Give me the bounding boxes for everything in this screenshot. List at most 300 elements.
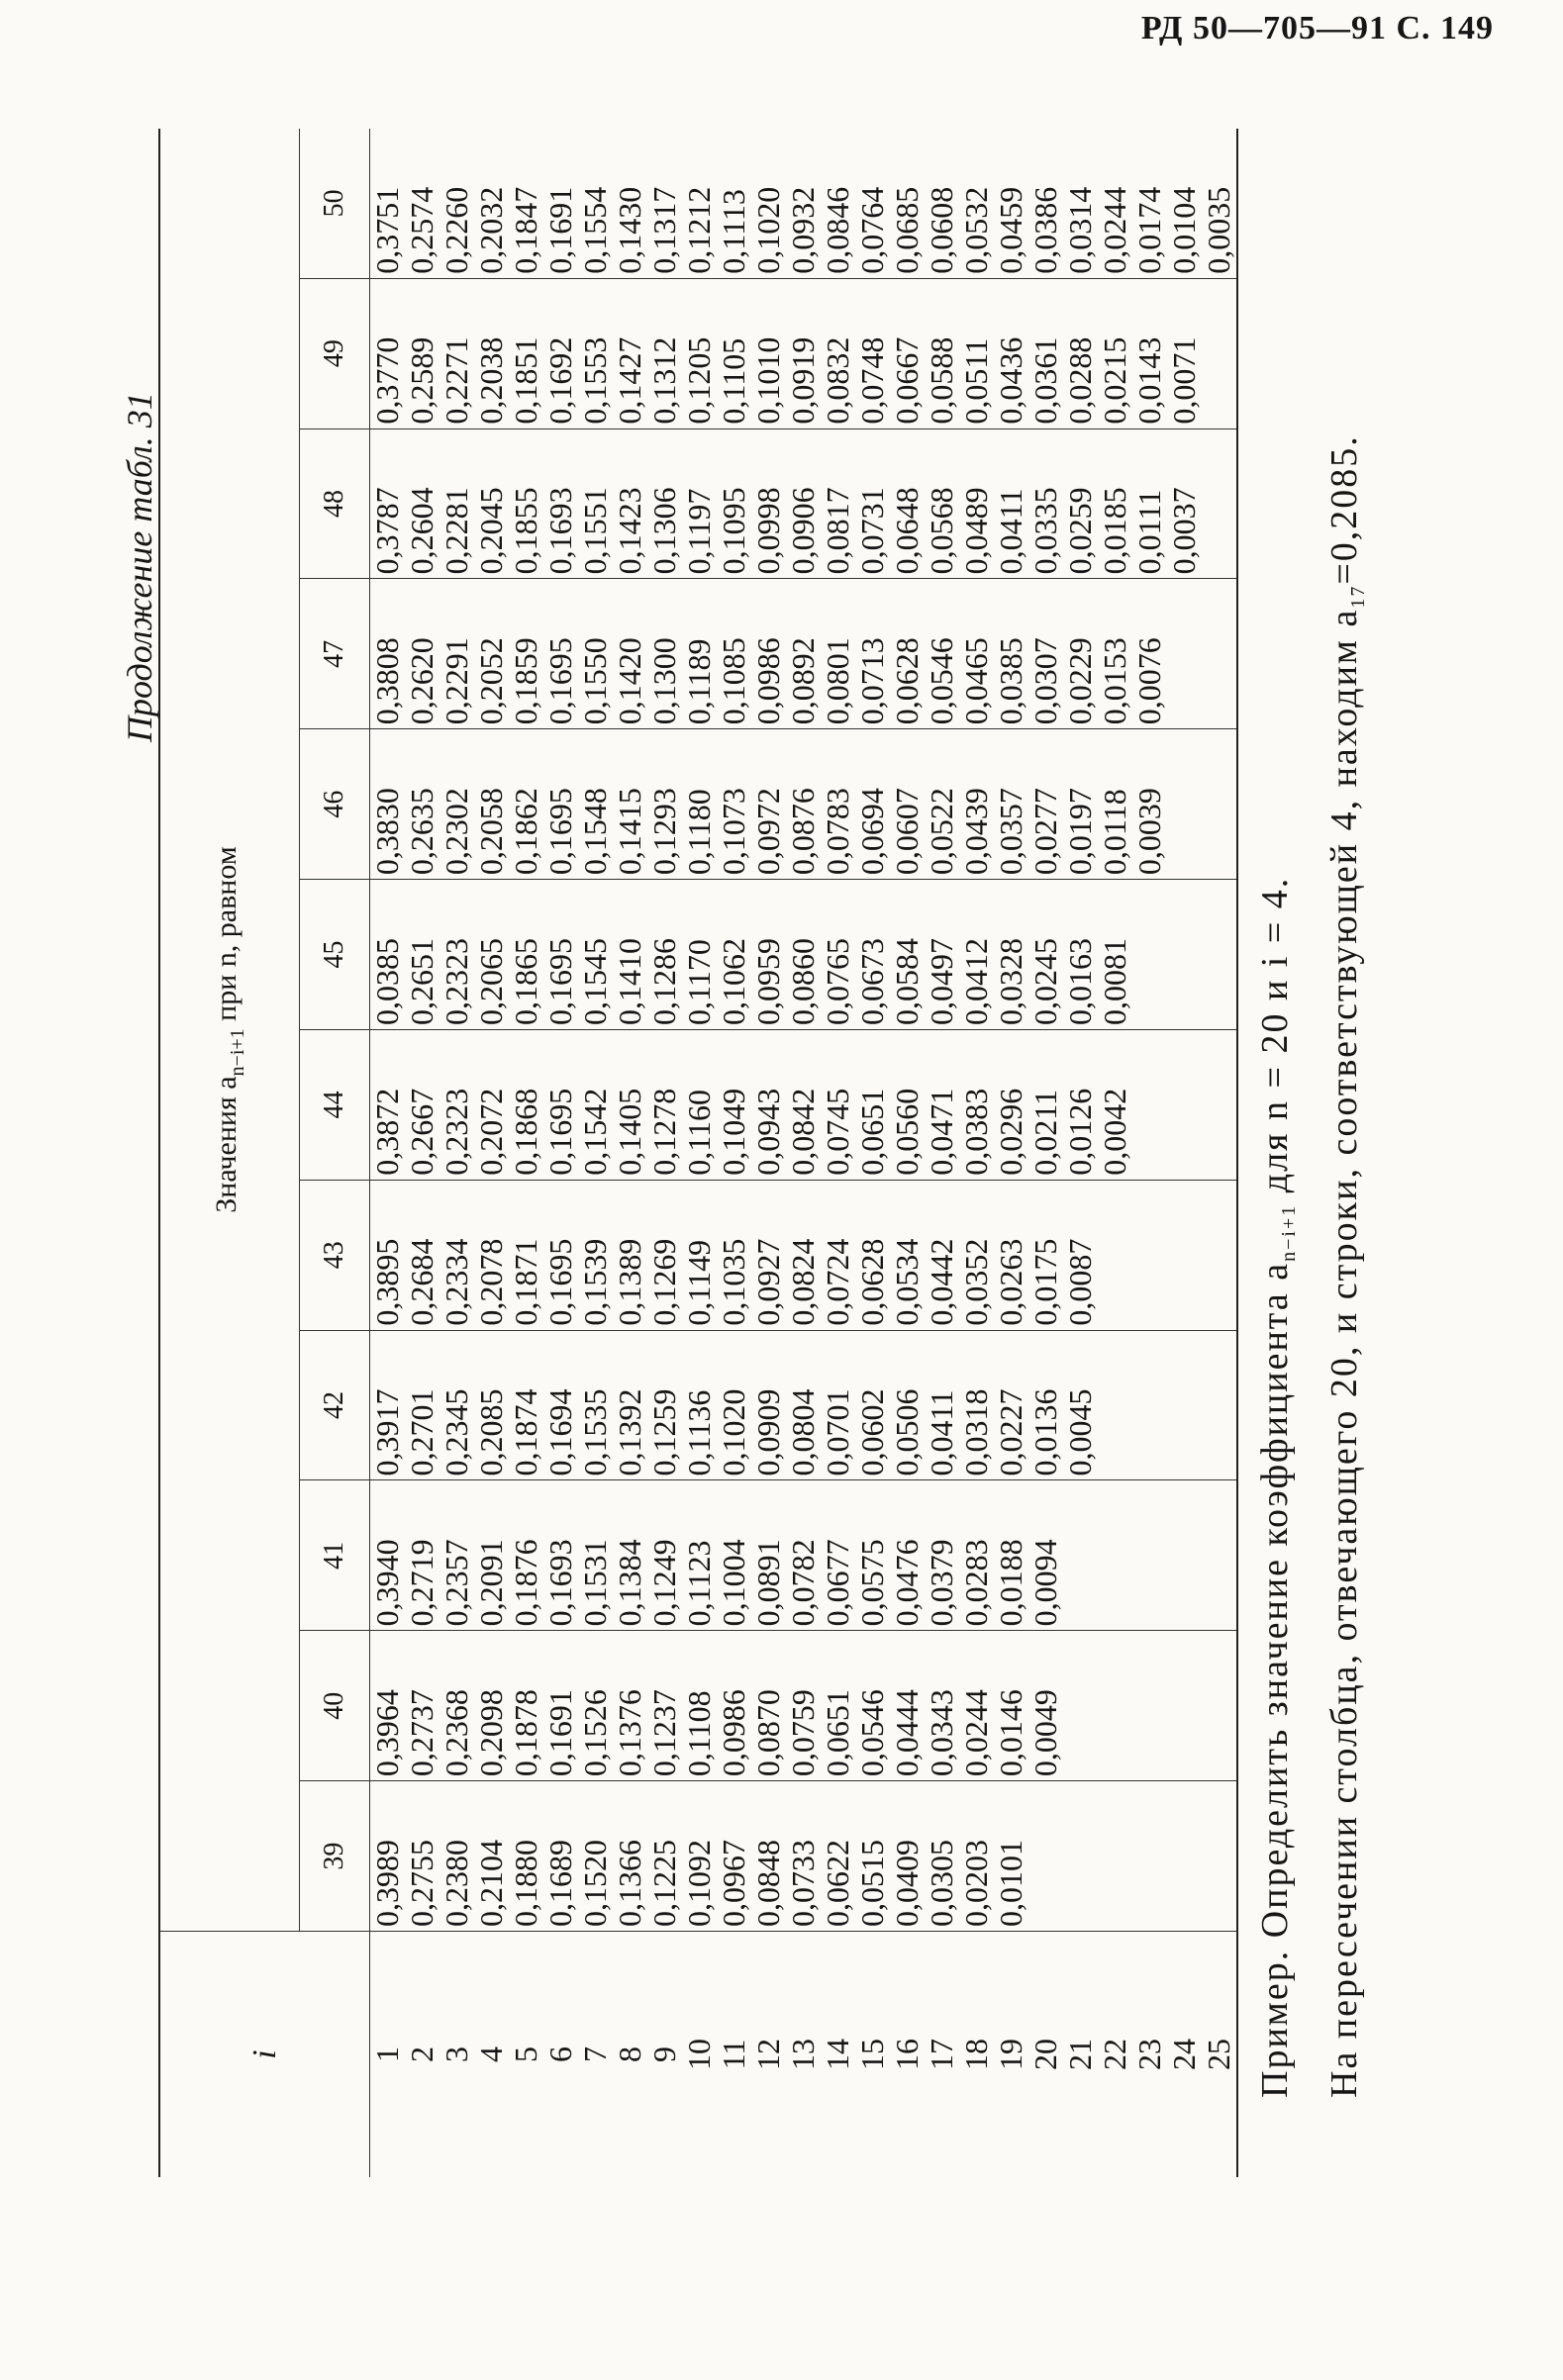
table-cell: 0,0385 bbox=[993, 637, 1028, 725]
i-value: 9 bbox=[646, 2047, 682, 2062]
table-cell: 0,2604 bbox=[404, 487, 440, 575]
table-cell: 0,1874 bbox=[508, 1388, 543, 1476]
i-value: 5 bbox=[508, 2047, 543, 2062]
table-cell: 0,0782 bbox=[785, 1539, 821, 1627]
table-cell: 0,2334 bbox=[439, 1238, 474, 1326]
table-cell: 0,2368 bbox=[439, 1689, 474, 1777]
table-cell: 0,1880 bbox=[508, 1840, 543, 1927]
table-cell: 0,1545 bbox=[577, 937, 613, 1025]
table-cell: 0,0411 bbox=[924, 1389, 959, 1476]
table-cell: 0,2104 bbox=[473, 1840, 509, 1927]
table-cell: 0,0876 bbox=[785, 788, 821, 876]
value-column-n50 bbox=[370, 129, 1238, 278]
table-cell: 0,1092 bbox=[681, 1840, 717, 1927]
i-value: 8 bbox=[612, 2047, 647, 2062]
table-cell: 0,0305 bbox=[924, 1840, 959, 1927]
table-cell: 0,0848 bbox=[750, 1840, 786, 1927]
table-cell: 0,0745 bbox=[820, 1088, 855, 1176]
table-cell: 0,0515 bbox=[854, 1840, 890, 1927]
table-cell: 0,1035 bbox=[716, 1238, 751, 1326]
table-cell: 0,0511 bbox=[958, 337, 994, 425]
table-cell: 0,0846 bbox=[820, 186, 855, 274]
table-cell: 0,3770 bbox=[369, 336, 405, 425]
i-value: 1 bbox=[369, 2047, 405, 2062]
table-cell: 0,0465 bbox=[958, 637, 994, 725]
table-cell: 0,1180 bbox=[681, 789, 717, 876]
table-body-row bbox=[370, 129, 1238, 2177]
row-header-i: i bbox=[159, 1932, 370, 2178]
table-cell: 0,2045 bbox=[473, 487, 509, 575]
i-value: 2 bbox=[404, 2047, 440, 2062]
table-cell: 0,1420 bbox=[612, 637, 647, 725]
table-cell: 0,0037 bbox=[1166, 487, 1202, 575]
table-cell: 0,1693 bbox=[542, 1539, 578, 1627]
table-cell: 0,0153 bbox=[1097, 637, 1132, 725]
table-cell: 0,1423 bbox=[612, 487, 647, 575]
table-cell: 0,0146 bbox=[993, 1689, 1028, 1777]
table-cell: 0,1004 bbox=[716, 1539, 751, 1627]
table-cell: 0,2620 bbox=[404, 637, 440, 725]
table-cell: 0,1293 bbox=[646, 788, 682, 876]
table-cell: 0,0296 bbox=[993, 1088, 1028, 1176]
table-cell: 0,3872 bbox=[369, 1088, 405, 1176]
table-cell: 0,0607 bbox=[889, 788, 925, 876]
table-cell: 0,0386 bbox=[1027, 186, 1063, 274]
i-value: 24 bbox=[1166, 2039, 1202, 2070]
table-cell: 0,0045 bbox=[1062, 1388, 1098, 1476]
value-column-n42 bbox=[370, 1330, 1238, 1480]
table-cell: 0,1855 bbox=[508, 487, 543, 575]
table-cell: 0,2052 bbox=[473, 637, 509, 725]
table-cell: 0,2755 bbox=[404, 1840, 440, 1927]
table-cell: 0,0685 bbox=[889, 186, 925, 274]
table-cell: 0,1862 bbox=[508, 788, 543, 876]
i-column bbox=[370, 1932, 1238, 2178]
table-cell: 0,0126 bbox=[1062, 1088, 1098, 1176]
table-cell: 0,1225 bbox=[646, 1840, 682, 1927]
table-cell: 0,0919 bbox=[785, 336, 821, 425]
n-header-44: 44 bbox=[300, 1029, 370, 1180]
table-cell: 0,0602 bbox=[854, 1388, 890, 1476]
i-value: 6 bbox=[542, 2047, 578, 2062]
table-cell: 0,0361 bbox=[1027, 336, 1063, 425]
table-cell: 0,1526 bbox=[577, 1689, 613, 1777]
table-cell: 0,2380 bbox=[439, 1840, 474, 1927]
table-cell: 0,0892 bbox=[785, 637, 821, 725]
value-column-n40 bbox=[370, 1631, 1238, 1781]
table-cell: 0,2357 bbox=[439, 1539, 474, 1627]
table-cell: 0,1384 bbox=[612, 1539, 647, 1627]
n-header-41: 41 bbox=[300, 1480, 370, 1631]
table-cell: 0,1259 bbox=[646, 1388, 682, 1476]
table-cell: 0,0534 bbox=[889, 1238, 925, 1326]
continuation-label: Продолжение табл. 31 bbox=[120, 392, 159, 742]
table-cell: 0,0442 bbox=[924, 1238, 959, 1326]
table-cell: 0,0476 bbox=[889, 1539, 925, 1627]
table-cell: 0,1237 bbox=[646, 1689, 682, 1777]
table-cell: 0,1136 bbox=[681, 1389, 717, 1476]
table-cell: 0,2589 bbox=[404, 336, 440, 425]
table-cell: 0,1105 bbox=[716, 337, 751, 425]
table-cell: 0,0622 bbox=[820, 1840, 855, 1927]
table-cell: 0,0444 bbox=[889, 1689, 925, 1777]
n-header-49: 49 bbox=[300, 278, 370, 428]
i-value: 23 bbox=[1131, 2039, 1167, 2070]
table-cell: 0,0245 bbox=[1027, 937, 1063, 1025]
table-cell: 0,1123 bbox=[681, 1540, 717, 1627]
table-cell: 0,0174 bbox=[1131, 186, 1167, 274]
table-cell: 0,0588 bbox=[924, 336, 959, 425]
table-cell: 0,0628 bbox=[889, 637, 925, 725]
table-cell: 0,0175 bbox=[1027, 1238, 1063, 1326]
table-cell: 0,0383 bbox=[958, 1088, 994, 1176]
table-cell: 0,1847 bbox=[508, 186, 543, 274]
table-cell: 0,1520 bbox=[577, 1840, 613, 1927]
table-cell: 0,0783 bbox=[820, 788, 855, 876]
table-cell: 0,0039 bbox=[1131, 788, 1167, 876]
table-cell: 0,0411 bbox=[993, 488, 1028, 575]
table-cell: 0,1389 bbox=[612, 1238, 647, 1326]
table-cell: 0,1551 bbox=[577, 487, 613, 575]
i-value: 12 bbox=[750, 2039, 786, 2070]
table-cell: 0,3940 bbox=[369, 1539, 405, 1627]
group-header: Значения $a_{n-i+1}$ при n, равном bbox=[159, 129, 300, 1932]
example-line-1: Пример. Определить значение коэффициента $a_{n-i+1}$ для n = 20 и i = 4. bbox=[1254, 876, 1300, 2098]
i-value: 21 bbox=[1062, 2039, 1098, 2070]
table-cell: 0,0227 bbox=[993, 1388, 1028, 1476]
table-cell: 0,1694 bbox=[542, 1388, 578, 1476]
table-cell: 0,0283 bbox=[958, 1539, 994, 1627]
table-cell: 0,0801 bbox=[820, 637, 855, 725]
table-cell: 0,1695 bbox=[542, 1088, 578, 1176]
table-cell: 0,1405 bbox=[612, 1088, 647, 1176]
table-cell: 0,1249 bbox=[646, 1539, 682, 1627]
table-cell: 0,0832 bbox=[820, 336, 855, 425]
table-cell: 0,0314 bbox=[1062, 186, 1098, 274]
table-cell: 0,1392 bbox=[612, 1388, 647, 1476]
table-cell: 0,1020 bbox=[716, 1388, 751, 1476]
n-header-46: 46 bbox=[300, 729, 370, 880]
table-cell: 0,1415 bbox=[612, 788, 647, 876]
table-cell: 0,1692 bbox=[542, 336, 578, 425]
table-cell: 0,0118 bbox=[1097, 789, 1132, 876]
table-cell: 0,0724 bbox=[820, 1238, 855, 1326]
table-cell: 0,2038 bbox=[473, 336, 509, 425]
table-cell: 0,0459 bbox=[993, 186, 1028, 274]
table-cell: 0,1859 bbox=[508, 637, 543, 725]
table-cell: 0,1049 bbox=[716, 1088, 751, 1176]
table-cell: 0,2260 bbox=[439, 186, 474, 274]
table-cell: 0,1689 bbox=[542, 1840, 578, 1927]
n-header-40: 40 bbox=[300, 1631, 370, 1781]
table-cell: 0,2302 bbox=[439, 788, 474, 876]
table-cell: 0,1427 bbox=[612, 336, 647, 425]
example-text bbox=[1247, 139, 1386, 2098]
table-cell: 0,0277 bbox=[1027, 788, 1063, 876]
table-cell: 0,0906 bbox=[785, 487, 821, 575]
table-cell: 0,0042 bbox=[1097, 1088, 1132, 1176]
i-value: 18 bbox=[958, 2039, 994, 2070]
table-cell: 0,1366 bbox=[612, 1840, 647, 1927]
table-cell: 0,0471 bbox=[924, 1088, 959, 1176]
value-column-n39 bbox=[370, 1781, 1238, 1932]
i-value: 13 bbox=[785, 2039, 821, 2070]
table-cell: 0,1550 bbox=[577, 637, 613, 725]
table-cell: 0,1539 bbox=[577, 1238, 613, 1326]
table-cell: 0,0328 bbox=[993, 937, 1028, 1025]
example-line-2: На пересечении столбца, отвечающего 20, и строки, соответствующей 4, находим $a_{17}=0,2085$. bbox=[1323, 434, 1369, 2098]
table-cell: 0,0546 bbox=[924, 637, 959, 725]
table-cell: 0,2072 bbox=[473, 1088, 509, 1176]
n-header-45: 45 bbox=[300, 880, 370, 1030]
table-cell: 0,0909 bbox=[750, 1388, 786, 1476]
n-header-43: 43 bbox=[300, 1180, 370, 1330]
table-cell: 0,2323 bbox=[439, 1088, 474, 1176]
i-value: 10 bbox=[681, 2039, 717, 2070]
table-cell: 0,2701 bbox=[404, 1388, 440, 1476]
table-cell: 0,2098 bbox=[473, 1689, 509, 1777]
table-cell: 0,2085 bbox=[473, 1388, 509, 1476]
table-cell: 0,0076 bbox=[1131, 637, 1167, 725]
table-cell: 0,0352 bbox=[958, 1238, 994, 1326]
table-cell: 0,1876 bbox=[508, 1539, 543, 1627]
table-cell: 0,0608 bbox=[924, 186, 959, 274]
table-cell: 0,2667 bbox=[404, 1088, 440, 1176]
table-cell: 0,0197 bbox=[1062, 788, 1098, 876]
table-cell: 0,1868 bbox=[508, 1088, 543, 1176]
table-cell: 0,0497 bbox=[924, 937, 959, 1025]
table-cell: 0,1695 bbox=[542, 788, 578, 876]
i-value: 14 bbox=[820, 2039, 855, 2070]
table-cell: 0,3808 bbox=[369, 637, 405, 725]
table-cell: 0,2281 bbox=[439, 487, 474, 575]
table-cell: 0,1851 bbox=[508, 336, 543, 425]
i-value: 4 bbox=[473, 2047, 509, 2062]
table-cell: 0,1865 bbox=[508, 937, 543, 1025]
table-cell: 0,1542 bbox=[577, 1088, 613, 1176]
table-cell: 0,1108 bbox=[681, 1690, 717, 1777]
table-cell: 0,1286 bbox=[646, 937, 682, 1025]
table-cell: 0,0307 bbox=[1027, 637, 1063, 725]
table-cell: 0,0522 bbox=[924, 788, 959, 876]
table-cell: 0,0759 bbox=[785, 1689, 821, 1777]
table-cell: 0,1691 bbox=[542, 186, 578, 274]
table-cell: 0,0049 bbox=[1027, 1689, 1063, 1777]
table-cell: 0,0824 bbox=[785, 1238, 821, 1326]
table-cell: 0,0891 bbox=[750, 1539, 786, 1627]
table-cell: 0,0532 bbox=[958, 186, 994, 274]
table-cell: 0,0244 bbox=[1097, 186, 1132, 274]
table-cell: 0,0081 bbox=[1097, 937, 1132, 1025]
table-cell: 0,0648 bbox=[889, 487, 925, 575]
table-cell: 0,0263 bbox=[993, 1238, 1028, 1326]
table-cell: 0,1376 bbox=[612, 1689, 647, 1777]
table-cell: 0,0575 bbox=[854, 1539, 890, 1627]
table-cell: 0,2323 bbox=[439, 937, 474, 1025]
table-cell: 0,0870 bbox=[750, 1689, 786, 1777]
table-cell: 0,0489 bbox=[958, 487, 994, 575]
table-cell: 0,1410 bbox=[612, 937, 647, 1025]
table-cell: 0,2058 bbox=[473, 788, 509, 876]
table-cell: 0,0701 bbox=[820, 1388, 855, 1476]
table-cell: 0,3989 bbox=[369, 1840, 405, 1927]
table-cell: 0,0087 bbox=[1062, 1238, 1098, 1326]
table-cell: 0,1205 bbox=[681, 336, 717, 425]
table-cell: 0,1010 bbox=[750, 336, 786, 425]
table-cell: 0,0335 bbox=[1027, 487, 1063, 575]
value-column-n41 bbox=[370, 1480, 1238, 1631]
table-cell: 0,1269 bbox=[646, 1238, 682, 1326]
table-cell: 0,0560 bbox=[889, 1088, 925, 1176]
table-cell: 0,1553 bbox=[577, 336, 613, 425]
table-cell: 0,0215 bbox=[1097, 336, 1132, 425]
coefficients-table bbox=[158, 129, 1238, 2177]
table-cell: 0,3751 bbox=[369, 186, 405, 274]
i-value: 20 bbox=[1027, 2039, 1063, 2070]
i-value: 17 bbox=[924, 2039, 959, 2070]
table-cell: 0,1149 bbox=[681, 1239, 717, 1326]
table-cell: 0,0163 bbox=[1062, 937, 1098, 1025]
table-cell: 0,0259 bbox=[1062, 487, 1098, 575]
table-cell: 0,1160 bbox=[681, 1089, 717, 1176]
table-cell: 0,0185 bbox=[1097, 487, 1132, 575]
table-cell: 0,0143 bbox=[1131, 336, 1167, 425]
n-header-50: 50 bbox=[300, 129, 370, 278]
table-cell: 0,0288 bbox=[1062, 336, 1098, 425]
table-cell: 0,1189 bbox=[681, 638, 717, 725]
table-cell: 0,1695 bbox=[542, 1238, 578, 1326]
value-column-n43 bbox=[370, 1180, 1238, 1330]
table-cell: 0,1312 bbox=[646, 336, 682, 425]
i-value: 15 bbox=[854, 2039, 890, 2070]
table-cell: 0,2684 bbox=[404, 1238, 440, 1326]
table-cell: 0,2271 bbox=[439, 336, 474, 425]
table-cell: 0,1535 bbox=[577, 1388, 613, 1476]
table-cell: 0,1554 bbox=[577, 186, 613, 274]
table-cell: 0,2345 bbox=[439, 1388, 474, 1476]
n-header-47: 47 bbox=[300, 579, 370, 729]
table-cell: 0,0972 bbox=[750, 788, 786, 876]
table-cell: 0,0229 bbox=[1062, 637, 1098, 725]
table-cell: 0,1306 bbox=[646, 487, 682, 575]
value-column-n44 bbox=[370, 1029, 1238, 1180]
table-cell: 0,2574 bbox=[404, 186, 440, 274]
table-cell: 0,0357 bbox=[993, 788, 1028, 876]
table-cell: 0,0959 bbox=[750, 937, 786, 1025]
table-cell: 0,1020 bbox=[750, 186, 786, 274]
i-value: 3 bbox=[439, 2047, 474, 2062]
table-cell: 0,0104 bbox=[1166, 186, 1202, 274]
table-cell: 0,0667 bbox=[889, 336, 925, 425]
table-cell: 0,1212 bbox=[681, 186, 717, 274]
table-cell: 0,2065 bbox=[473, 937, 509, 1025]
page-header: РД 50—705—91 С. 149 bbox=[1140, 10, 1494, 47]
i-value: 25 bbox=[1201, 2039, 1236, 2070]
value-column-n48 bbox=[370, 428, 1238, 579]
table-cell: 0,0967 bbox=[716, 1840, 751, 1927]
table-cell: 0,1548 bbox=[577, 788, 613, 876]
table-cell: 0,0651 bbox=[854, 1088, 890, 1176]
table-cell: 0,3895 bbox=[369, 1238, 405, 1326]
table-cell: 0,1113 bbox=[716, 189, 751, 274]
table-cell: 0,0651 bbox=[820, 1689, 855, 1777]
table-cell: 0,3830 bbox=[369, 788, 405, 876]
table-cell: 0,0673 bbox=[854, 937, 890, 1025]
table-cell: 0,0694 bbox=[854, 788, 890, 876]
table-cell: 0,1300 bbox=[646, 637, 682, 725]
table-cell: 0,2091 bbox=[473, 1539, 509, 1627]
table-cell: 0,0764 bbox=[854, 186, 890, 274]
table-cell: 0,0111 bbox=[1131, 489, 1167, 575]
table-cell: 0,0765 bbox=[820, 937, 855, 1025]
table-cell: 0,0409 bbox=[889, 1840, 925, 1927]
table-cell: 0,0101 bbox=[993, 1840, 1028, 1927]
table-cell: 0,0584 bbox=[889, 937, 925, 1025]
table-cell: 0,1197 bbox=[681, 488, 717, 575]
table-cell: 0,0385 bbox=[369, 937, 405, 1025]
table-cell: 0,3964 bbox=[369, 1689, 405, 1777]
table-cell: 0,0677 bbox=[820, 1539, 855, 1627]
table-cell: 0,0817 bbox=[820, 487, 855, 575]
table-cell: 0,0035 bbox=[1201, 186, 1236, 274]
table-cell: 0,0318 bbox=[958, 1388, 994, 1476]
table-cell: 0,0804 bbox=[785, 1388, 821, 1476]
n-header-39: 39 bbox=[300, 1781, 370, 1932]
n-header-48: 48 bbox=[300, 428, 370, 579]
table-cell: 0,3787 bbox=[369, 487, 405, 575]
value-column-n45 bbox=[370, 880, 1238, 1030]
table-cell: 0,0731 bbox=[854, 487, 890, 575]
table-cell: 0,1693 bbox=[542, 487, 578, 575]
table-cell: 0,0071 bbox=[1166, 336, 1202, 425]
value-column-n49 bbox=[370, 278, 1238, 428]
table-cell: 0,0211 bbox=[1027, 1089, 1063, 1176]
table-cell: 0,1430 bbox=[612, 186, 647, 274]
table-cell: 0,0436 bbox=[993, 336, 1028, 425]
table-cell: 0,2651 bbox=[404, 937, 440, 1025]
table-cell: 0,1170 bbox=[681, 939, 717, 1025]
value-column-n46 bbox=[370, 729, 1238, 880]
table-cell: 0,2719 bbox=[404, 1539, 440, 1627]
table-cell: 0,0568 bbox=[924, 487, 959, 575]
table-cell: 0,2078 bbox=[473, 1238, 509, 1326]
table-cell: 0,0842 bbox=[785, 1088, 821, 1176]
table-cell: 0,0412 bbox=[958, 937, 994, 1025]
table-cell: 0,0733 bbox=[785, 1840, 821, 1927]
rotated-table-block bbox=[120, 129, 1524, 2177]
table-cell: 0,2737 bbox=[404, 1689, 440, 1777]
table-cell: 0,1695 bbox=[542, 637, 578, 725]
i-value: 22 bbox=[1097, 2039, 1132, 2070]
table-cell: 0,0986 bbox=[750, 637, 786, 725]
table-cell: 0,1691 bbox=[542, 1689, 578, 1777]
table-cell: 0,0244 bbox=[958, 1689, 994, 1777]
table-cell: 0,0998 bbox=[750, 487, 786, 575]
i-value: 16 bbox=[889, 2039, 925, 2070]
table-cell: 0,1531 bbox=[577, 1539, 613, 1627]
value-column-n47 bbox=[370, 579, 1238, 729]
table-cell: 0,1085 bbox=[716, 637, 751, 725]
table-cell: 0,0932 bbox=[785, 186, 821, 274]
table-cell: 0,0343 bbox=[924, 1689, 959, 1777]
i-value: 11 bbox=[716, 2039, 751, 2070]
table-cell: 0,2635 bbox=[404, 788, 440, 876]
table-cell: 0,0203 bbox=[958, 1840, 994, 1927]
table-cell: 0,0094 bbox=[1027, 1539, 1063, 1627]
n-header-row bbox=[300, 129, 370, 2177]
table-cell: 0,0136 bbox=[1027, 1388, 1063, 1476]
table-cell: 0,0927 bbox=[750, 1238, 786, 1326]
